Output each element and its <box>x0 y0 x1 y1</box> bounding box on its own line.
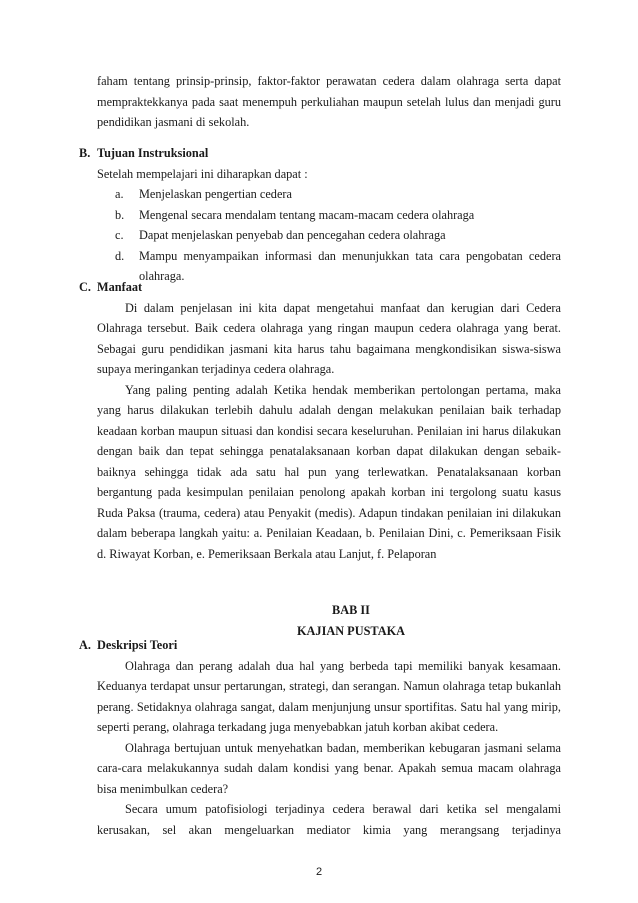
section-b-heading <box>79 143 561 164</box>
section-b <box>79 143 561 287</box>
section-c-body <box>79 298 561 565</box>
chapter-number: BAB II <box>332 603 370 617</box>
list-item-text: Menjelaskan pengertian cedera <box>139 187 292 201</box>
list-marker: b. <box>115 207 125 222</box>
objectives-list <box>79 184 561 287</box>
list-item <box>115 225 561 246</box>
section-a-body <box>79 656 561 841</box>
section-c <box>79 277 561 564</box>
section-a <box>79 635 561 840</box>
section-a-title: Deskripsi Teori <box>97 638 178 652</box>
section-a-heading <box>79 635 561 656</box>
section-c-title: Manfaat <box>97 280 143 294</box>
list-item <box>115 205 561 226</box>
list-marker: d. <box>115 248 125 263</box>
section-a-paragraph: Secara umum patofisiologi terjadinya cedera berawal dari ketika sel mengalami kerusakan, sel akan mengeluarkan mediator kimia yang merangsang terjadinya <box>97 802 561 837</box>
section-b-lead: Setelah mempelajari ini diharapkan dapat : <box>97 166 308 181</box>
section-b-title: Tujuan Instruksional <box>97 146 209 160</box>
section-a-paragraph: Olahraga bertujuan untuk menyehatkan badan, memberikan kebugaran jasmani selama cara-cara melakukannya sudah dalam kondisi yang benar. Apakah semua macam olahraga bisa menimbulkan cedera? <box>97 740 561 796</box>
section-c-number: C. <box>79 280 91 294</box>
intro-paragraph <box>97 71 561 133</box>
list-marker: c. <box>115 228 124 242</box>
page-number: 2 <box>315 866 323 878</box>
list-item-text: Mengenal secara mendalam tentang macam-macam cedera olahraga <box>139 207 475 222</box>
section-a-number: A. <box>79 638 91 652</box>
list-item-text: Mampu menyampaikan informasi dan menunjukkan tata cara pengobatan cedera olahraga. <box>139 248 561 283</box>
list-marker: a. <box>115 187 124 201</box>
list-item-text: Dapat menjelaskan penyebab dan pencegahan cedera olahraga <box>139 228 446 242</box>
intro-text: faham tentang prinsip-prinsip, faktor-faktor perawatan cedera dalam olahraga serta dapat mempraktekkanya pada saat menempuh perkuliahan maupun setelah lulus dan menjadi guru pendidikan jasmani di sekolah. <box>97 74 561 129</box>
section-b-number: B. <box>79 146 91 160</box>
section-c-heading <box>79 277 561 298</box>
section-c-paragraph: Di dalam penjelasan ini kita dapat mengetahui manfaat dan kerugian dari Cedera Olahraga tersebut. Baik cedera olahraga yang ringan maupun cedera olahraga yang berat. Sebagai guru pendidikan jasmani kita harus tahu bagaimana mengkondisikan siswa-siswa supaya meringankan terjadinya cedera olahraga. <box>97 300 561 376</box>
section-c-paragraph: Yang paling penting adalah Ketika hendak memberikan pertolongan pertama, maka yang harus dilakukan terlebih dahulu adalah dengan melakukan penilaian baik terhadap keadaan korban maupun situasi dan kondisi secara keseluruhan. Penilaian ini harus dilakukan dengan baik dan tepat sehingga penatalaksanaan korban dapat dilakukan dengan sebaik-baiknya sehingga tidak ada satu hal pun yang terlewatkan. Penatalaksanaan korban bergantung pada kesimpulan penilaian penolong apakah korban ini tergolong suatu kasus Ruda Paksa (trauma, cedera) atau Penyakit (medis). Adapun tindakan penilaian ini dilakukan dalam beberapa langkah yaitu: a. Penilaian Keadaan, b. Penilaian Dini, c. Pemeriksaan Fisik d. Riwayat Korban, e. Pemeriksaan Berkala atau Lanjut, f. Pelaporan <box>97 382 561 561</box>
list-item <box>115 184 561 205</box>
chapter-title: KAJIAN PUSTAKA <box>296 623 406 638</box>
section-a-paragraph: Olahraga dan perang adalah dua hal yang berbeda tapi memiliki banyak kesamaan. Keduanya terdapat unsur pertarungan, strategi, dan serangan. Namun olahraga tetap bukanlah perang. Setidaknya olahraga sangat, dalam menjunjung unsur sportifitas. Satu hal yang mirip, seperti perang, olahraga terkadang juga menyebabkan jatuh korban akibat cedera. <box>97 658 561 734</box>
